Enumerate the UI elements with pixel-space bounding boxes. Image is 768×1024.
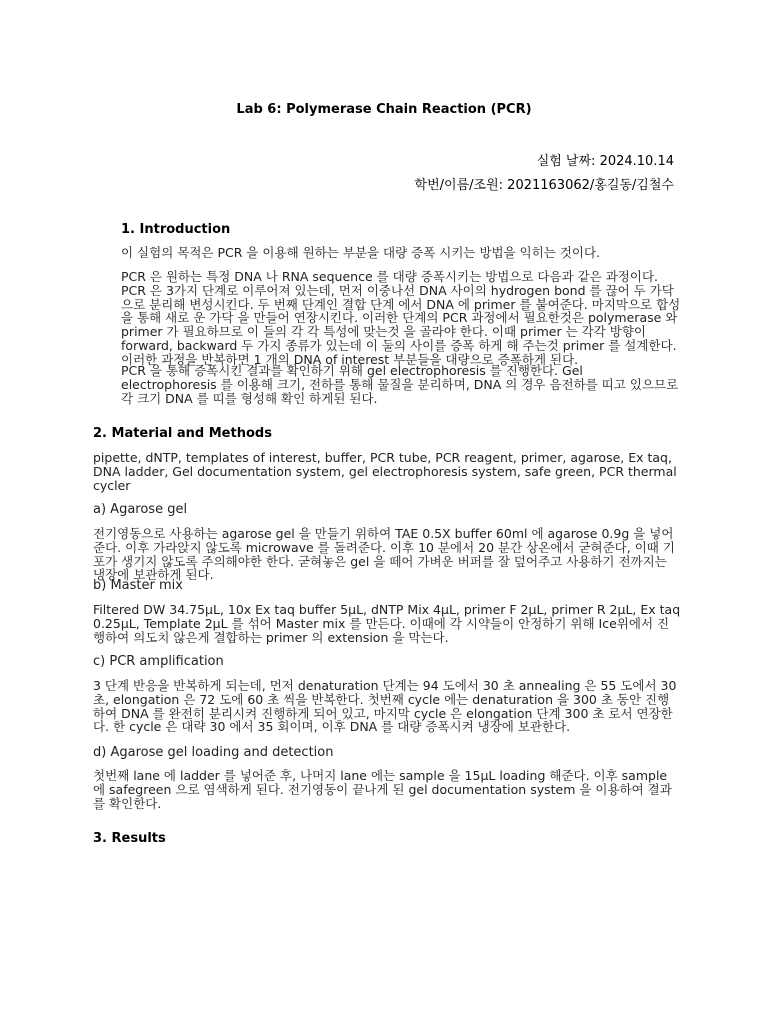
experiment-date: 실험 날짜: 2024.10.14 bbox=[536, 154, 674, 169]
gel-loading-paragraph: 첫번째 lane 에 ladder 를 넣어준 후, 나머지 lane 에는 sample 을 15µL loading 해준다. 이후 sample 에 safegreen 으로 염색하게 된다. 전기영동이 끝나게 된 gel documentation system 을 이용하여 결과를 확인한다. bbox=[93, 768, 672, 811]
section-heading-results: 3. Results bbox=[93, 831, 166, 846]
subsection-title-pcr-amplification: c) PCR amplification bbox=[93, 654, 224, 669]
document-title: Lab 6: Polymerase Chain Reaction (PCR) bbox=[236, 102, 532, 117]
subsection-title-master-mix: b) Master mix bbox=[93, 578, 183, 593]
materials-paragraph: pipette, dNTP, templates of interest, buffer, PCR tube, PCR reagent, primer, agarose, Ex taq, DNA ladder, Gel documentation system, gel electrophoresis system, safe green, PCR thermal cycler bbox=[93, 450, 677, 493]
intro-paragraph-3: PCR 을 통해 증폭시킨 결과를 확인하기 위해 gel electrophoresis 를 진행한다. Gel electrophoresis 를 이용해 크기, 전하를 통해 물질을 분리하며, DNA 의 경우 음전하를 띠고 있으므로 각 크기 DNA 를 띠를 형성해 확인 하게된 된다. bbox=[121, 363, 679, 406]
intro-paragraph-1: 이 실험의 목적은 PCR 을 이용해 원하는 부분을 대량 증폭 시키는 방법을 익히는 것이다. bbox=[121, 245, 601, 260]
agarose-gel-paragraph: 전기영동으로 사용하는 agarose gel 을 만들기 위하여 TAE 0.5X buffer 60ml 에 agarose 0.9g 을 넣어준다. 이후 가라앉지 않도록 microwave 를 돌려준다. 이후 10 분에서 20 분간 상온에서 굳혀준다, 이때 기포가 생기지 않도록 주의해야한 한다. 굳혀놓은 gel 을 떼어 가벼운 버퍼를 잘 덮어주고 사용하기 전까지는 냉장에 보관하게 된다. bbox=[93, 526, 675, 583]
section-heading-methods: 2. Material and Methods bbox=[93, 426, 272, 441]
master-mix-paragraph: Filtered DW 34.75µL, 10x Ex taq buffer 5µL, dNTP Mix 4µL, primer F 2µL, primer R 2µL, Ex taq 0.25µL, Template 2µL 를 섞어 Master mix 를 만든다. 이때에 각 시약들이 안정하기 위해 Ice위에서 진행하여 의도치 않은게 결합하는 primer 의 extension 을 막는다. bbox=[93, 602, 681, 645]
subsection-title-agarose-gel: a) Agarose gel bbox=[93, 502, 188, 517]
intro-paragraph-2: PCR 은 원하는 특정 DNA 나 RNA sequence 를 대량 증폭시키는 방법으로 다음과 같은 과정이다. PCR 은 3가지 단계로 이루어져 있는데, 먼저 이중나선 DNA 사이의 hydrogen bond 를 끊어 두 가닥 으로 분리해 변성시킨다. 두 번째 단계인 결합 단계 에서 DNA 에 primer 를 붙여준다. 마지막으로 합성을 통해 새로 운 가닥 을 만들어 연장시킨다. 이러한 단계의 PCR 과정에서 필요한것은 polymerase 와 primer 가 필요하므로 이 들의 각 각 특성에 맞는것 을 골라야 한다. 이때 primer 는 각각 방향이 forward, backward 두 가지 종류가 있는데 이 둘의 사이를 증폭 하게 해 주는것 primer 를 설계한다. 이러한 과정을 반복하면 1 개의 DNA of interest 부분들을 대량으로 증폭하게 된다. bbox=[121, 269, 681, 367]
section-heading-introduction: 1. Introduction bbox=[121, 222, 231, 237]
subsection-title-gel-loading: d) Agarose gel loading and detection bbox=[93, 745, 334, 760]
author-info: 학번/이름/조원: 2021163062/홍길동/김철수 bbox=[414, 178, 674, 193]
pcr-amplification-paragraph: 3 단계 반응을 반복하게 되는데, 먼저 denaturation 단계는 94 도에서 30 초 annealing 은 55 도에서 30 초, elongation 은 72 도에 60 초 씩을 반복한다. 첫번째 cycle 에는 denaturation 을 300 초 동안 진행하여 DNA 를 완전히 분리시켜 진행하게 되어 있고, 마지막 cycle 은 elongation 단계 300 초 로서 연장한다. 한 cycle 은 대략 30 에서 35 회이며, 이후 DNA 를 대량 증폭시켜 냉장에 보관한다. bbox=[93, 678, 677, 735]
